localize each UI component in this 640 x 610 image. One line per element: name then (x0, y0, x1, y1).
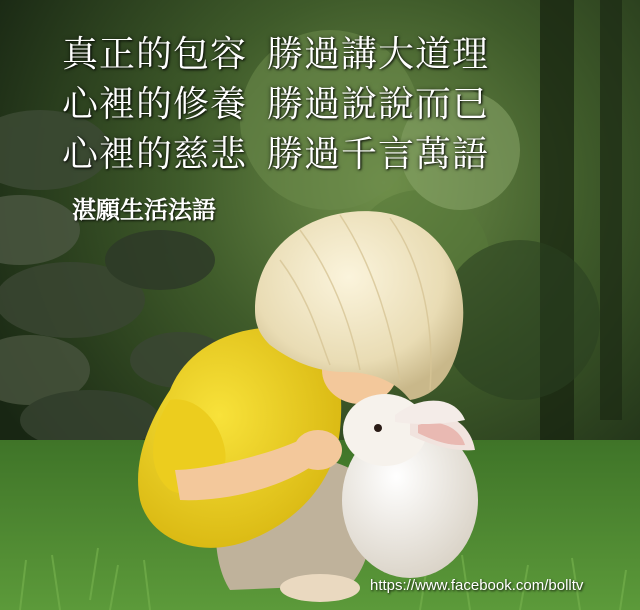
quote-line-2-right: 勝過說說而已 (267, 84, 490, 125)
quote-line-1-right: 勝過講大道理 (267, 34, 490, 75)
quote-text (62, 30, 489, 180)
quote-line-1-left: 真正的包容 (62, 34, 248, 75)
signature: 湛願生活法語 (72, 196, 216, 224)
quote-line-2 (62, 80, 489, 130)
child-foot (280, 574, 360, 602)
source-url-watermark: https://www.facebook.com/bolltv (370, 577, 584, 594)
child-hand (294, 430, 342, 470)
quote-line-3-left: 心裡的慈悲 (62, 134, 248, 175)
quote-line-2-left: 心裡的修養 (62, 84, 248, 125)
quote-line-1 (62, 30, 489, 80)
rabbit-eye (374, 424, 382, 432)
rabbit (342, 394, 478, 578)
quote-line-3-right: 勝過千言萬語 (267, 134, 490, 175)
quote-line-3 (62, 130, 489, 180)
